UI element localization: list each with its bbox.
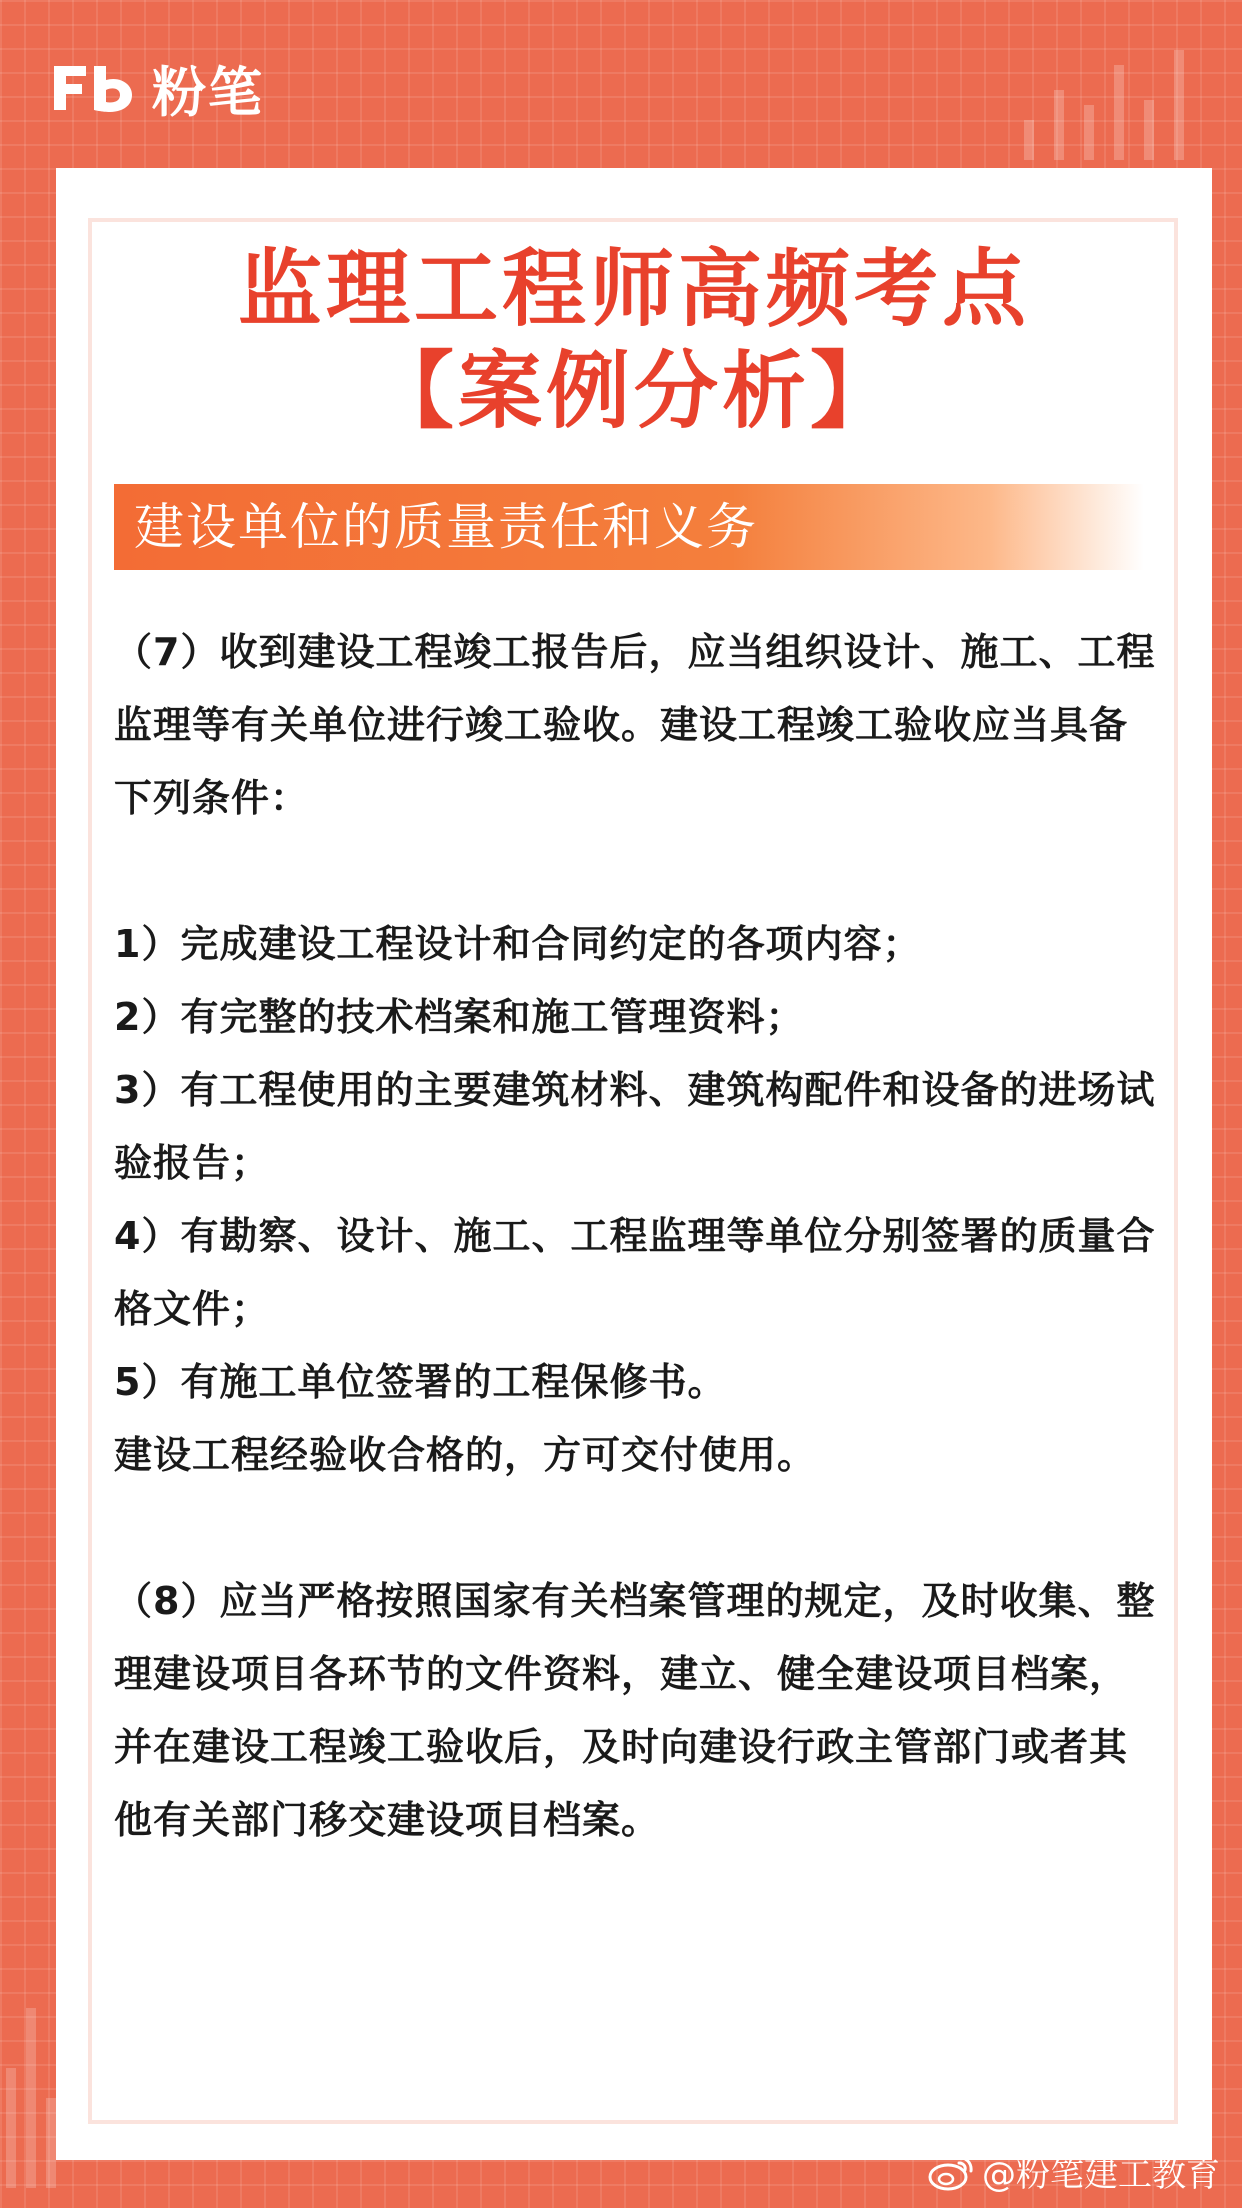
decorative-chart-bars-bottom [0,1988,60,2188]
paragraph: （8）应当严格按照国家有关档案管理的规定，及时收集、整理建设项目各环节的文件资料，建立、健全建设项目档案，并在建设工程竣工验收后，及时向建设行政主管部门或者其他有关部门移交建设项目档案。 [114,1579,1156,1842]
list-item: 1）完成建设工程设计和合同约定的各项内容； [114,922,922,966]
paragraph: （7）收到建设工程竣工报告后，应当组织设计、施工、工程监理等有关单位进行竣工验收。建设工程竣工验收应当具备下列条件： [114,630,1156,820]
watermark [928,2147,1220,2196]
weibo-icon [928,2153,974,2191]
list-item: 3）有工程使用的主要建筑材料、建筑构配件和设备的进场试验报告； [114,1068,1156,1185]
list-item: 2）有完整的技术档案和施工管理资料； [114,995,805,1039]
paragraph: 建设工程经验收合格的，方可交付使用。 [114,1433,817,1477]
article-body [114,616,1166,1857]
fb-logo-icon [48,60,138,116]
section-header [114,484,1144,570]
title-line-2: 【案例分析】 [369,342,898,440]
page-title [56,238,1212,442]
watermark-text: @粉笔建工教育 [982,2155,1220,2195]
brand-logo [48,56,264,124]
section-title: 建设单位的质量责任和义务 [134,498,758,556]
list-item: 5）有施工单位签署的工程保修书。 [114,1360,727,1404]
decorative-chart-bars [1014,40,1214,160]
list-item: 4）有勘察、设计、施工、工程监理等单位分别签署的质量合格文件； [114,1214,1156,1331]
content-card [56,168,1212,2160]
brand-name: 粉笔 [152,60,264,124]
title-line-1: 监理工程师高频考点 [237,240,1030,338]
